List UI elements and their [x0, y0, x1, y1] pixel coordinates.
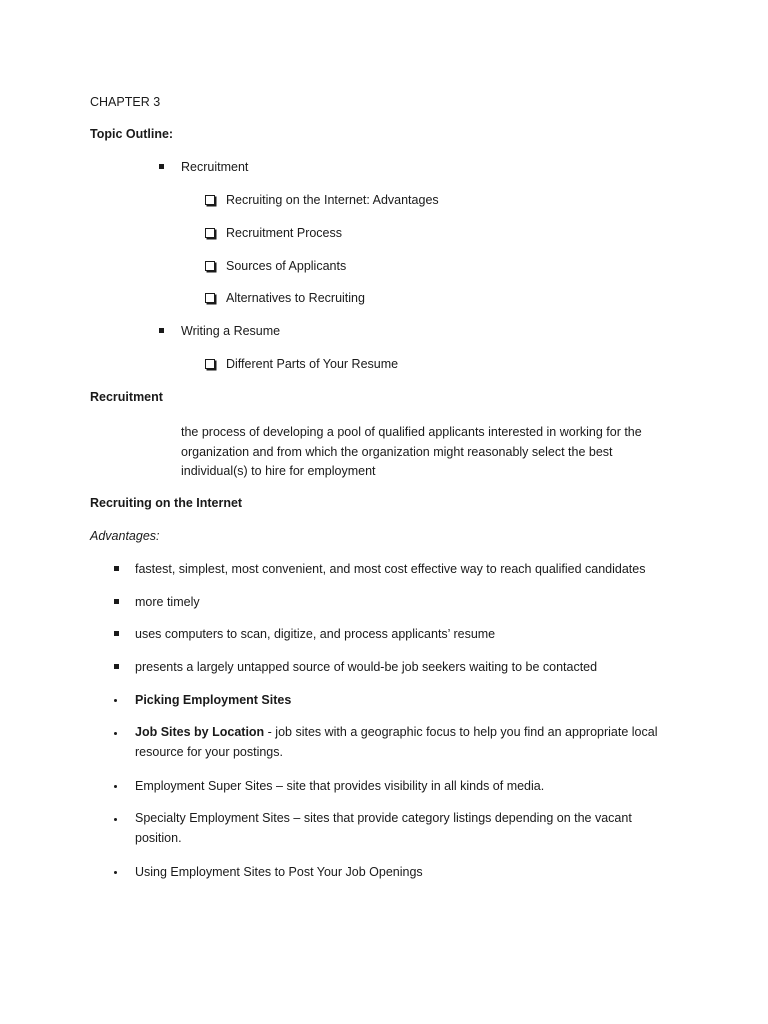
using-sites-item: Using Employment Sites to Post Your Job Openings: [135, 865, 423, 879]
outline-subitem: Different Parts of Your Resume: [226, 357, 399, 371]
square-bullet-icon: [114, 599, 119, 604]
advantage-item: more timely: [135, 595, 200, 609]
outline-subitem: Recruiting on the Internet: Advantages: [226, 193, 439, 207]
dot-bullet-icon: [114, 818, 117, 821]
advantage-item: fastest, simplest, most convenient, and most cost effective way to reach qualified candidates: [135, 562, 646, 576]
picking-sites-item: Picking Employment Sites: [135, 693, 292, 707]
internet-section-title: Recruiting on the Internet: [90, 496, 243, 510]
square-bullet-icon: [114, 566, 119, 571]
square-bullet-icon: [159, 328, 164, 333]
checkbox-bullet-icon: [205, 293, 215, 303]
super-sites-item: Employment Super Sites – site that provides visibility in all kinds of media.: [135, 779, 545, 793]
outline-subitem: Sources of Applicants: [226, 259, 347, 273]
recruitment-definition: the process of developing a pool of qualified applicants interested in working for the organization and from which the organization might reasonably select the best individual(s) to hire for employment: [181, 425, 642, 479]
advantage-item: uses computers to scan, digitize, and process applicants’ resume: [135, 627, 496, 641]
outline-item-recruitment: Recruitment: [181, 160, 249, 174]
job-sites-location-title: Job Sites by Location: [135, 725, 265, 739]
advantages-label: Advantages:: [90, 529, 160, 543]
topic-outline-label: Topic Outline:: [90, 127, 174, 141]
checkbox-bullet-icon: [205, 195, 215, 205]
dot-bullet-icon: [114, 699, 117, 702]
job-sites-location-text: - job sites with a geographic focus to help you find an appropriate local resource for your postings.: [135, 725, 658, 759]
chapter-heading: CHAPTER 3: [90, 95, 161, 109]
recruitment-section-title: Recruitment: [90, 390, 163, 404]
dot-bullet-icon: [114, 871, 117, 874]
dot-bullet-icon: [114, 785, 117, 788]
checkbox-bullet-icon: [205, 359, 215, 369]
outline-subitem: Alternatives to Recruiting: [226, 291, 365, 305]
checkbox-bullet-icon: [205, 261, 215, 271]
square-bullet-icon: [114, 664, 119, 669]
square-bullet-icon: [114, 631, 119, 636]
job-sites-location-item: [135, 723, 695, 762]
checkbox-bullet-icon: [205, 228, 215, 238]
specialty-sites-item: Specialty Employment Sites – sites that provide category listings depending on the vacant position.: [135, 811, 632, 845]
advantage-item: presents a largely untapped source of would-be job seekers waiting to be contacted: [135, 660, 598, 674]
dot-bullet-icon: [114, 732, 117, 735]
outline-subitem: Recruitment Process: [226, 226, 343, 240]
square-bullet-icon: [159, 164, 164, 169]
outline-item-resume: Writing a Resume: [181, 324, 281, 338]
